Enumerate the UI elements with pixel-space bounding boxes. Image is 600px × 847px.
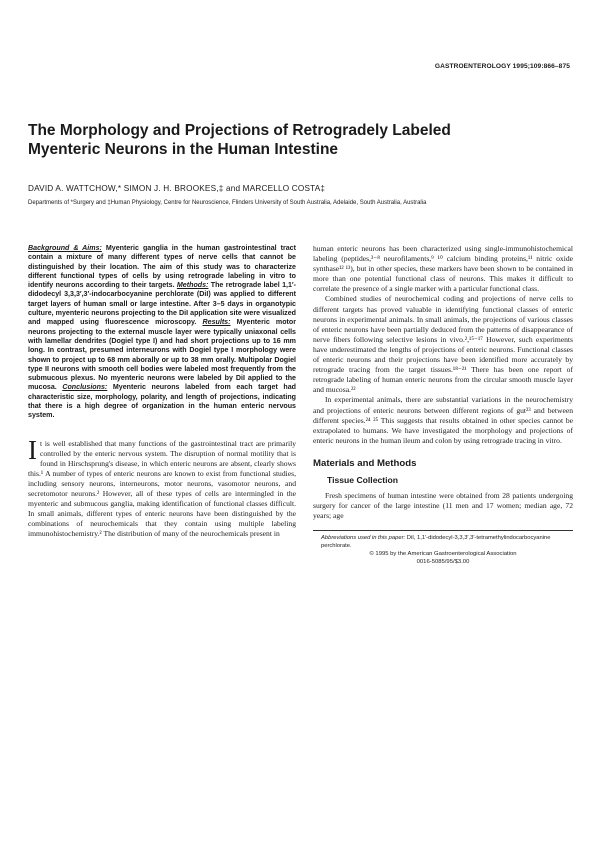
article-title bbox=[28, 121, 568, 159]
footnote-divider bbox=[313, 530, 573, 531]
abstract-methods-text: The retrograde label 1,1′-didodecyl 3,3,3′,3′-indocarbocyanine perchlorate (DiI) was applied to different target layers of human small or large intestine. After 3–5 days in organotypic culture, myenteric neurons projecting to the DiI application site were visualized and mapped using fluorescence microscopy. bbox=[28, 281, 296, 327]
issn-line: 0016-5085/95/$3.00 bbox=[416, 559, 470, 566]
author-list: DAVID A. WATTCHOW,* SIMON J. H. BROOKES,‡ and MARCELLO COSTA‡ bbox=[28, 184, 326, 193]
abstract-background-label: Background & Aims: bbox=[28, 244, 102, 252]
abstract-methods-label: Methods: bbox=[176, 281, 209, 290]
title-line-1: The Morphology and Projections of Retrogradely Labeled bbox=[28, 122, 451, 139]
intro-text: t is well established that many functions of the gastrointestinal tract are primarily controlled by the enteric nervous system. The disruption of normal motility that is found in Hirschsprung's disease, in which enteric neurons are absent, clearly shows this.¹ A number of types of enteric neurons are known to exist from functional studies, including sensory neurons, interneurons, motor neurons, vasomotor neurons, and secretomotor neurons.² However, all of these types of cells are intermingled in the myenteric and submucous ganglia, making identification of functional classes difficult. In small animals, different types of enteric neurons have been distinguished by the combinations of neurochemicals that they contain using multiple labeling immunohistochemistry.² The distribution of many of the neurochemicals present in bbox=[28, 438, 296, 539]
intro-paragraph bbox=[28, 434, 296, 540]
abbreviations-footnote bbox=[313, 535, 573, 550]
body-paragraph-2: Combined studies of neurochemical coding and projections of nerve cells to different targets has proved valuable in identifying functional classes of enteric neurons in experimental animals. In small animals, the projections of various classes of enteric neurons have been partially deduced from the patterns of disappearance of nerve fibers following selective lesions in vivo.²,¹⁵⁻¹⁷ However, such experiments have underestimated the lengths of projections of enteric neurons. Functional classes of enteric neurons and their projections have been identified more accurately by retrograde tracing from the target tissues.¹⁸⁻²¹ There has been one report of retrograde labeling of human enteric neurons from the circular smooth muscle layer and mucosa.²² bbox=[313, 294, 573, 395]
journal-header: GASTROENTEROLOGY 1995;109:866–875 bbox=[434, 63, 570, 70]
footnote-text: DiI, 1,1′-didodecyl-3,3,3′,3′-tetramethylindocarbocyanine perchlorate. bbox=[321, 535, 551, 549]
section-heading: Materials and Methods bbox=[313, 457, 417, 469]
title-line-2: Myenteric Neurons in the Human Intestine bbox=[28, 141, 339, 158]
methods-paragraph: Fresh specimens of human intestine were obtained from 28 patients undergoing surgery for cancer of the large intestine (11 men and 17 women; median age, 72 years; age bbox=[313, 490, 573, 521]
affiliation: Departments of *Surgery and ‡Human Physiology, Centre for Neuroscience, Flinders University of South Australia, Adelaide, South Australia, Australia bbox=[28, 200, 427, 206]
footnote-label: Abbreviations used in this paper: bbox=[321, 535, 406, 542]
abstract-conclusions-label: Conclusions: bbox=[62, 383, 108, 392]
drop-cap: I bbox=[28, 434, 37, 465]
subsection-heading: Tissue Collection bbox=[327, 474, 398, 485]
copyright-line: © 1995 by the American Gastroenterological Association bbox=[369, 550, 517, 557]
body-paragraph-1: human enteric neurons has been characterized using single-immunohistochemical labeling (peptides,³⁻⁸ neurofilaments,⁹ ¹⁰ calcium binding proteins,¹¹ nitric oxide synthase¹² ¹³), but in other species, these markers have been shown to be contained in more than one potential functional class of neurons. This makes it difficult to correlate the presence of a single marker with a particular functional class. bbox=[313, 244, 573, 294]
abstract-results-text: Myenteric motor neurons projecting to the external muscle layer were typically uniaxonal cells with lamellar dendrites (Dogiel type I) and had short projections up to 16 mm long. In contrast, presumed interneurons with Dogiel type I morphology were shown to project up to 68 mm aborally or up to 38 mm orally. Multipolar Dogiel type II neurons with smooth cell bodies were labeled most frequently from the submucous plexus. No myenteric neurons were labeled by DiI applied to the mucosa. bbox=[28, 318, 297, 392]
left-column bbox=[28, 244, 296, 540]
abstract-results-label: Results: bbox=[202, 318, 231, 327]
abstract-background-text: Myenteric ganglia in the human gastrointestinal tract contain a mixture of many different types of nerve cells that cannot be distinguished by their location. The aim of this study was to characterize different functional types of cells by using retrograde labeling in vitro to identify neurons according to their targets. bbox=[28, 244, 296, 290]
abstract bbox=[28, 244, 296, 421]
body-paragraph-3: In experimental animals, there are substantial variations in the neurochemistry and projections of enteric neurons between different regions of gut²³ and between different species.²⁴ ²⁵ This suggests that results obtained in other species cannot be extrapolated to humans. We have investigated the morphology and projections of enteric neurons in the human ileum and colon by using retrograde tracing in vitro. bbox=[313, 395, 573, 445]
right-column bbox=[313, 244, 573, 567]
abstract-conclusions-text: Myenteric neurons labeled from each target had characteristic size, morphology, polarity, and length of projections, indicating that there is a high degree of organization in the human enteric nervous system. bbox=[28, 383, 296, 420]
